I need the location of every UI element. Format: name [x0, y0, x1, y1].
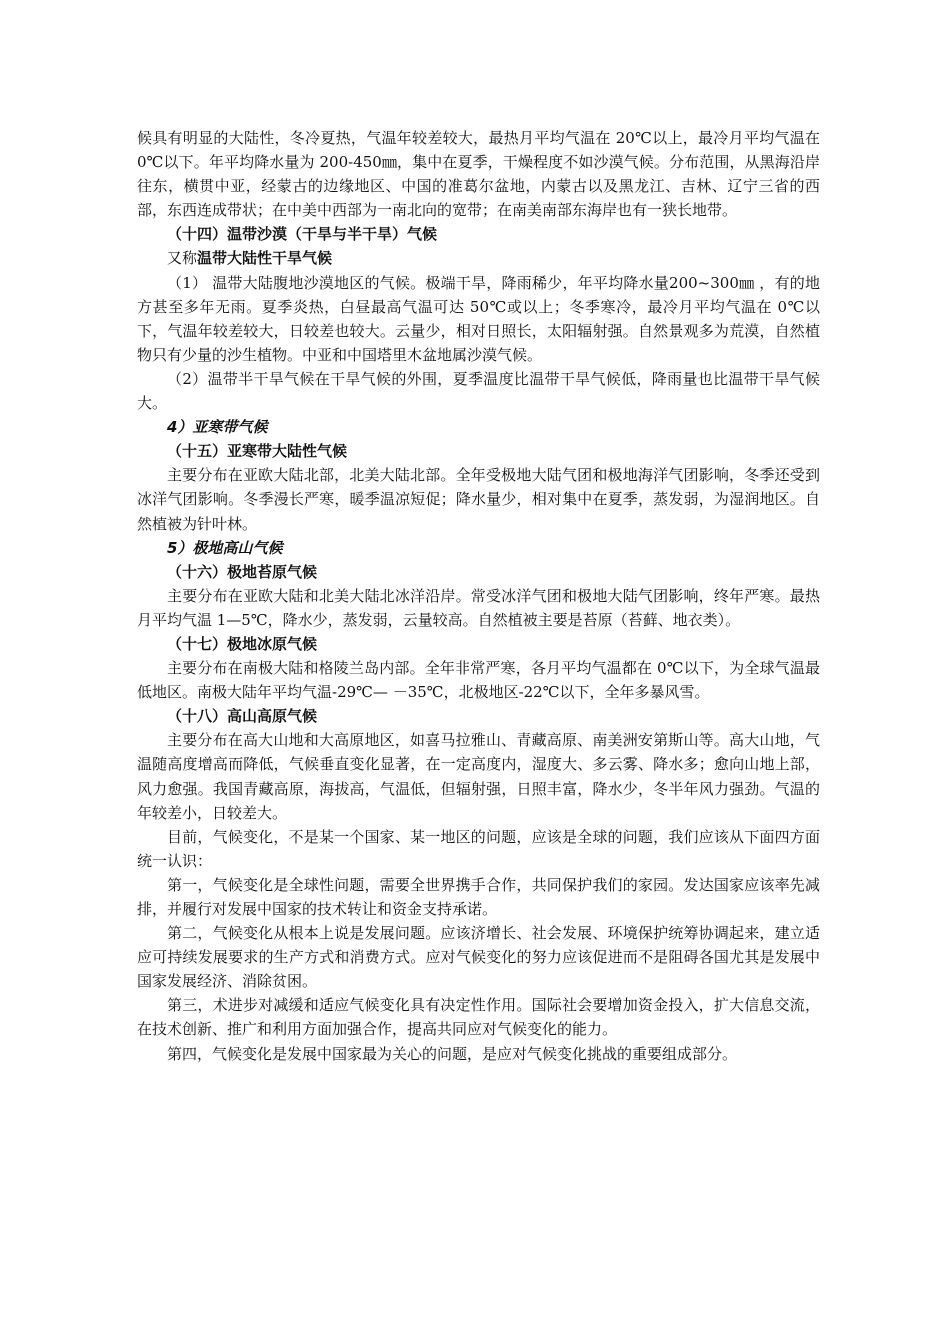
heading-ice-cap: （十七）极地冰原气候: [167, 634, 318, 653]
heading-temperate-desert: （十四）温带沙漠（干旱与半干旱）气候: [167, 225, 438, 244]
document-page: [137, 126, 820, 1066]
paragraph-point-1: 第一，气候变化是全球性问题，需要全世界携手合作，共同保护我们的家园。发达国家应该率先减排，并履行对发展中国家的技术转让和资金支持承诺。: [137, 875, 820, 918]
alias-prefix: 又称: [167, 249, 198, 268]
section-polar-highland: 5）极地高山气候: [167, 538, 283, 557]
heading-highland: （十八）高山高原气候: [167, 707, 318, 726]
section-subarctic: 4）亚寒带气候: [167, 418, 268, 437]
paragraph-point-4: 第四，气候变化是发展中国家最为关心的问题，是应对气候变化挑战的重要组成部分。: [167, 1044, 738, 1063]
alias-line: [137, 246, 820, 270]
paragraph-desert-2: （2）温带半干旱气候在干旱气候的外围，夏季温度比温带干旱气候低，降雨量也比温带干旱气候大。: [137, 369, 820, 413]
paragraph-climate-change-intro: 目前，气候变化，不是某一个国家、某一地区的问题，应该是全球的问题，我们应该从下面四方面统一认识：: [137, 827, 820, 870]
alias-name: 温带大陆性干旱气候: [197, 249, 333, 268]
paragraph-ice-cap: 主要分布在南极大陆和格陵兰岛内部。全年非常严寒，各月平均气温都在 0℃以下，为全球气温最低地区。南极大陆年平均气温-29℃— －35℃，北极地区-22℃以下，全年多暴风雪。: [137, 659, 820, 702]
heading-subarctic-continental: （十五）亚寒带大陆性气候: [167, 442, 348, 461]
heading-tundra: （十六）极地苔原气候: [167, 562, 318, 581]
paragraph-subarctic: 主要分布在亚欧大陆北部，北美大陆北部。全年受极地大陆气团和极地海洋气团影响，冬季还受到冰洋气团影响。冬季漫长严寒，暖季温凉短促；降水量少，相对集中在夏季，蒸发弱，为湿润地区。自然植被为针叶林。: [137, 466, 820, 533]
paragraph-highland: 主要分布在高大山地和大高原地区，如喜马拉雅山、青藏高原、南美洲安第斯山等。高大山地，气温随高度增高而降低，气候垂直变化显著，在一定高度内，湿度大、多云雾、降水多；愈向山地上部，风力愈强。我国青藏高原，海拔高，气温低，但辐射强，日照丰富，降水少，冬半年风力强劲。气温的年较差小，日较差大。: [137, 731, 820, 822]
paragraph-desert-1: （1） 温带大陆腹地沙漠地区的气候。极端干旱，降雨稀少，年平均降水量200~300㎜ ，有的地方甚至多年无雨。夏季炎热，白昼最高气温可达 50℃或以上；冬季寒冷，最冷月平均气温在 0℃以下，气温年较差较大，日较差也较大。云量少，相对日照长，太阳辐射强。自然景观多为荒漠，自然植物只有少量的沙生植物。中亚和中国塔里木盆地属沙漠气候。: [137, 273, 820, 364]
paragraph-continuation: 候具有明显的大陆性，冬冷夏热，气温年较差较大，最热月平均气温在 20℃以上，最冷月平均气温在 0℃以下。年平均降水量为 200-450㎜，集中在夏季，干燥程度不如沙漠气候。分布范围，从黑海沿岸往东，横贯中亚，经蒙古的边缘地区、中国的准葛尔盆地，内蒙古以及黑龙江、吉林、辽宁三省的西部，东西连成带状；在中美中西部为一南北向的宽带；在南美南部东海岸也有一狭长地带。: [137, 129, 820, 220]
paragraph-point-3: 第三，术进步对减缓和适应气候变化具有决定性作用。国际社会要增加资金投入，扩大信息交流，在技术创新、推广和利用方面加强合作，提高共同应对气候变化的能力。: [137, 996, 820, 1039]
paragraph-tundra: 主要分布在亚欧大陆和北美大陆北冰洋沿岸。常受冰洋气团和极地大陆气团影响，终年严寒。最热月平均气温 1—5℃，降水少，蒸发弱，云量较高。自然植被主要是苔原（苔藓、地衣类）。: [137, 586, 820, 629]
paragraph-point-2: 第二，气候变化从根本上说是发展问题。应该济增长、社会发展、环境保护统筹协调起来，建立适应可持续发展要求的生产方式和消费方式。应对气候变化的努力应该促进而不是阻碍各国尤其是发展中国家发展经济、消除贫困。: [137, 924, 820, 991]
